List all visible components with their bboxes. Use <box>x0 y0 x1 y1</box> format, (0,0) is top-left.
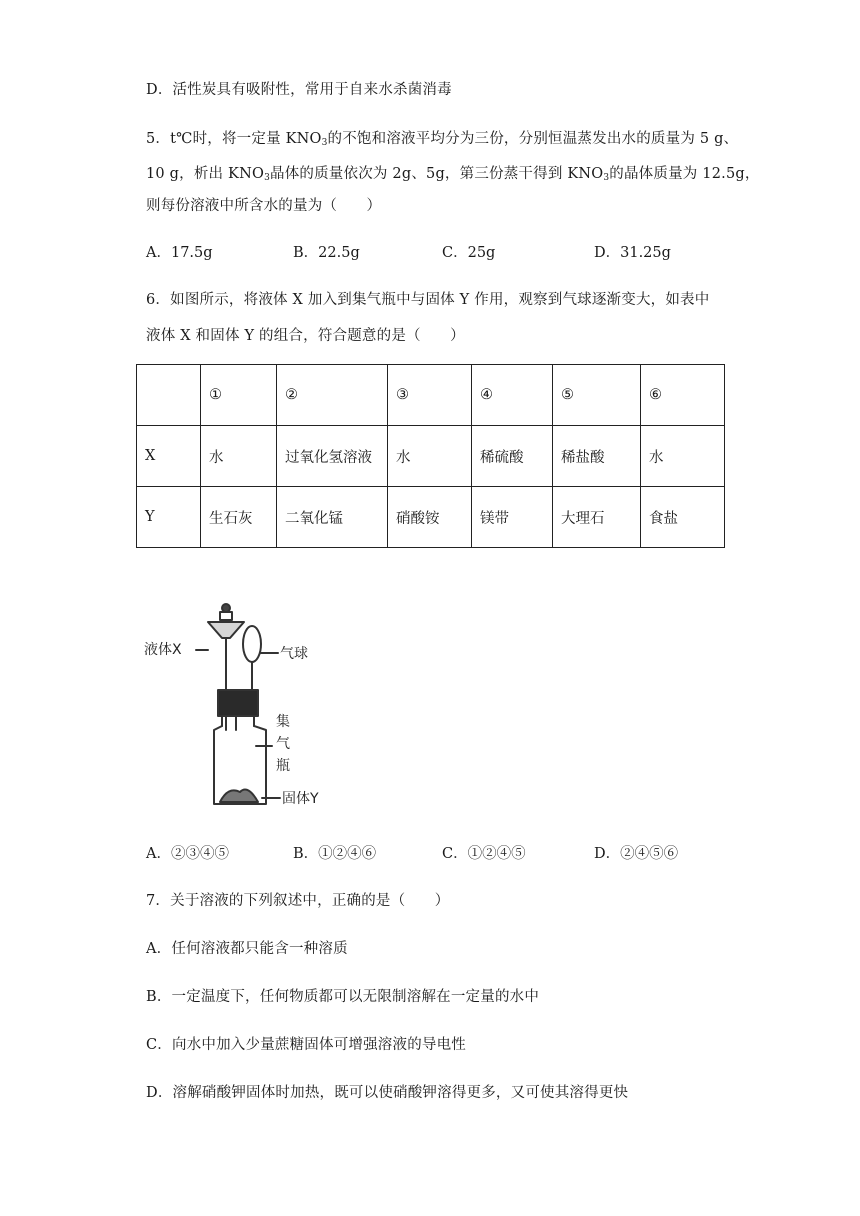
q6-option-a[interactable]: A．②③④⑤ <box>146 846 229 862</box>
q5-stem-line-1: 5．t℃时，将一定量 $KNO_3$的不饱和溶液平均分为三份，分别恒温蒸发出水的质量为 5 g、 <box>146 131 739 148</box>
table-cell: 水 <box>641 426 725 487</box>
table-cell: 稀硫酸 <box>472 426 553 487</box>
table-cell: ② <box>277 365 388 426</box>
table-cell: X <box>137 426 201 487</box>
table-header-row <box>137 365 725 426</box>
q4-option-d: D．活性炭具有吸附性，常用于自来水杀菌消毒 <box>146 82 452 98</box>
table-row-y <box>137 487 725 548</box>
figure-label-balloon: 气球 <box>280 646 308 662</box>
gas-bottle-apparatus-figure <box>144 598 344 814</box>
table-cell: Y <box>137 487 201 548</box>
q5-stem-line-3: 则每份溶液中所含水的量为（ ） <box>146 198 382 214</box>
q7-stem: 7．关于溶液的下列叙述中，正确的是（ ） <box>146 893 450 909</box>
figure-label-bottle-3: 瓶 <box>276 758 290 774</box>
table-cell: 过氧化氢溶液 <box>277 426 388 487</box>
figure-label-bottle-1: 集 <box>276 714 290 730</box>
table-cell: ⑤ <box>553 365 641 426</box>
table-cell: 稀盐酸 <box>553 426 641 487</box>
table-row-x <box>137 426 725 487</box>
table-cell <box>137 365 201 426</box>
figure-label-solid-y: 固体Y <box>282 791 319 807</box>
table-cell: 二氧化锰 <box>277 487 388 548</box>
table-cell: ⑥ <box>641 365 725 426</box>
q6-stem-line-1: 6．如图所示，将液体 X 加入到集气瓶中与固体 Y 作用，观察到气球逐渐变大，如表中 <box>146 292 710 308</box>
table-cell: ③ <box>388 365 472 426</box>
q7-option-b[interactable]: B．一定温度下，任何物质都可以无限制溶解在一定量的水中 <box>146 989 540 1005</box>
table-cell: ④ <box>472 365 553 426</box>
q7-option-a[interactable]: A．任何溶液都只能含一种溶质 <box>146 941 348 957</box>
figure-label-liquid-x: 液体X <box>144 642 182 658</box>
q6-option-d[interactable]: D．②④⑤⑥ <box>594 846 679 862</box>
table-cell: 生石灰 <box>201 487 277 548</box>
q6-table <box>136 364 725 548</box>
table-cell: 水 <box>388 426 472 487</box>
q5-option-b[interactable]: B．22.5g <box>293 245 360 261</box>
q7-option-c[interactable]: C．向水中加入少量蔗糖固体可增强溶液的导电性 <box>146 1037 466 1053</box>
q5-option-a[interactable]: A．17.5g <box>146 245 213 261</box>
q5-option-c[interactable]: C．25g <box>442 245 496 261</box>
table-cell: 水 <box>201 426 277 487</box>
q5-option-d[interactable]: D．31.25g <box>594 245 671 261</box>
table-cell: 硝酸铵 <box>388 487 472 548</box>
q6-option-c[interactable]: C．①②④⑤ <box>442 846 526 862</box>
table-cell: 镁带 <box>472 487 553 548</box>
table-cell: 食盐 <box>641 487 725 548</box>
q5-stem-line-2: 10 g，析出 $KNO_3$晶体的质量依次为 2g、5g，第三份蒸干得到 $KNO_3$的晶体质量为 12.5g， <box>146 166 760 183</box>
q6-option-b[interactable]: B．①②④⑥ <box>293 846 377 862</box>
table-cell: ① <box>201 365 277 426</box>
figure-label-bottle-2: 气 <box>276 736 290 752</box>
q6-stem-line-2: 液体 X 和固体 Y 的组合，符合题意的是（ ） <box>146 328 465 344</box>
q7-option-d[interactable]: D．溶解硝酸钾固体时加热，既可以使硝酸钾溶得更多，又可使其溶得更快 <box>146 1085 629 1101</box>
table-cell: 大理石 <box>553 487 641 548</box>
